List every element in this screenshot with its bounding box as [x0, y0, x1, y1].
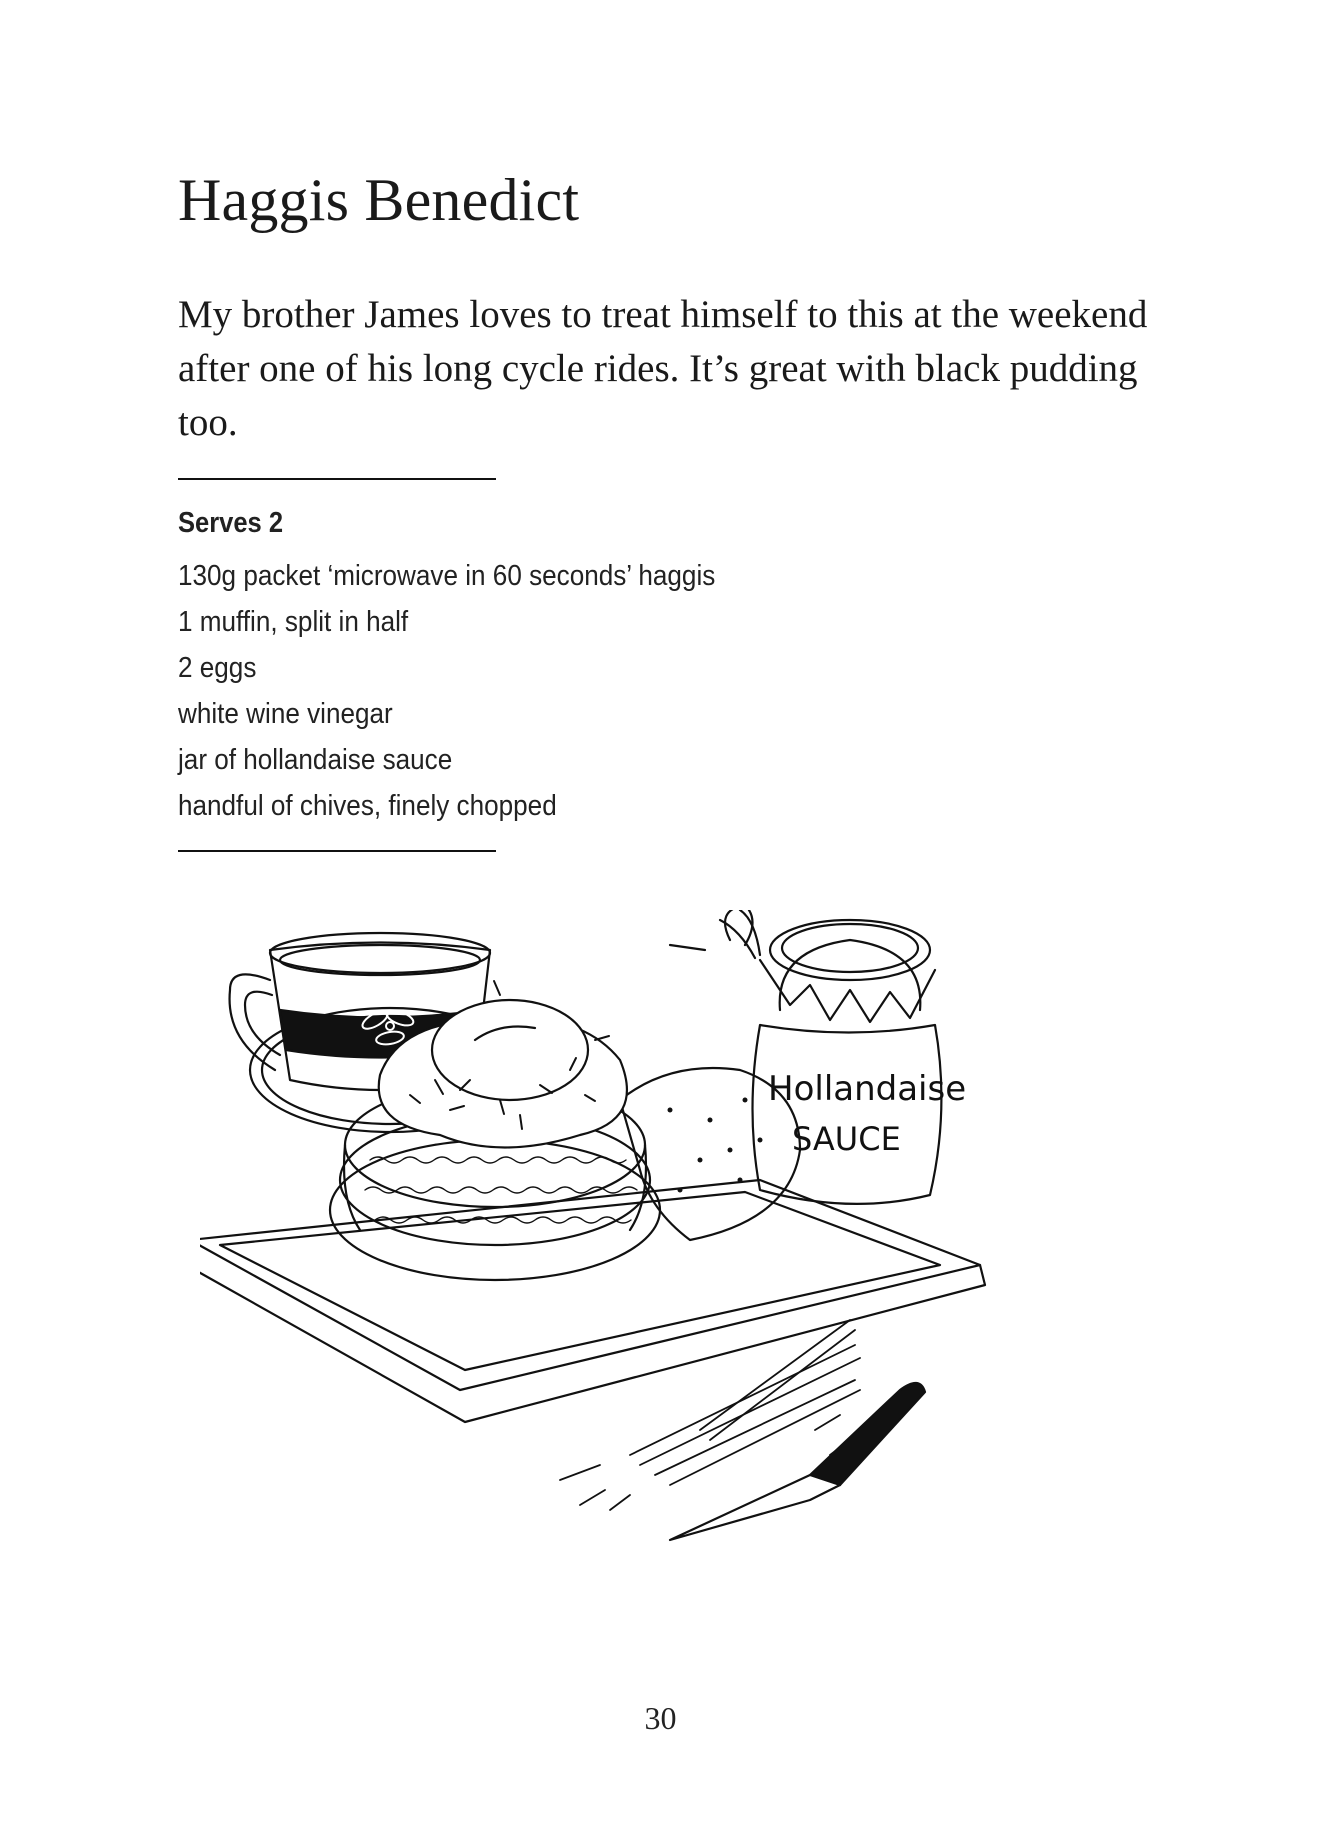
ingredient-item: handful of chives, finely chopped [178, 790, 557, 822]
plate-drawing [200, 1180, 985, 1422]
recipe-title: Haggis Benedict [178, 167, 580, 233]
ingredient-list [178, 553, 715, 829]
ingredient-item: 130g packet ‘microwave in 60 seconds’ haggis [178, 560, 716, 592]
breakfast-illustration [200, 910, 1100, 1670]
ingredient-item: jar of hollandaise sauce [178, 744, 453, 776]
ingredient-item: white wine vinegar [178, 698, 393, 730]
jar-label-line2: SAUCE [792, 1120, 901, 1158]
divider-bottom [178, 850, 496, 852]
chives-drawing [560, 1320, 860, 1510]
hollandaise-jar-drawing [670, 910, 966, 1204]
jar-label-line1: Hollandaise [768, 1069, 967, 1109]
serves-heading: Serves 2 [178, 507, 284, 539]
ingredient-item: 2 eggs [178, 652, 257, 684]
page-number: 30 [644, 1700, 677, 1736]
divider-top [178, 478, 496, 480]
ingredient-item: 1 muffin, split in half [178, 606, 409, 638]
recipe-intro: My brother James loves to treat himself to this at the weekend after one of his long cycle rides. It’s great with black pudding too. [178, 293, 1148, 444]
